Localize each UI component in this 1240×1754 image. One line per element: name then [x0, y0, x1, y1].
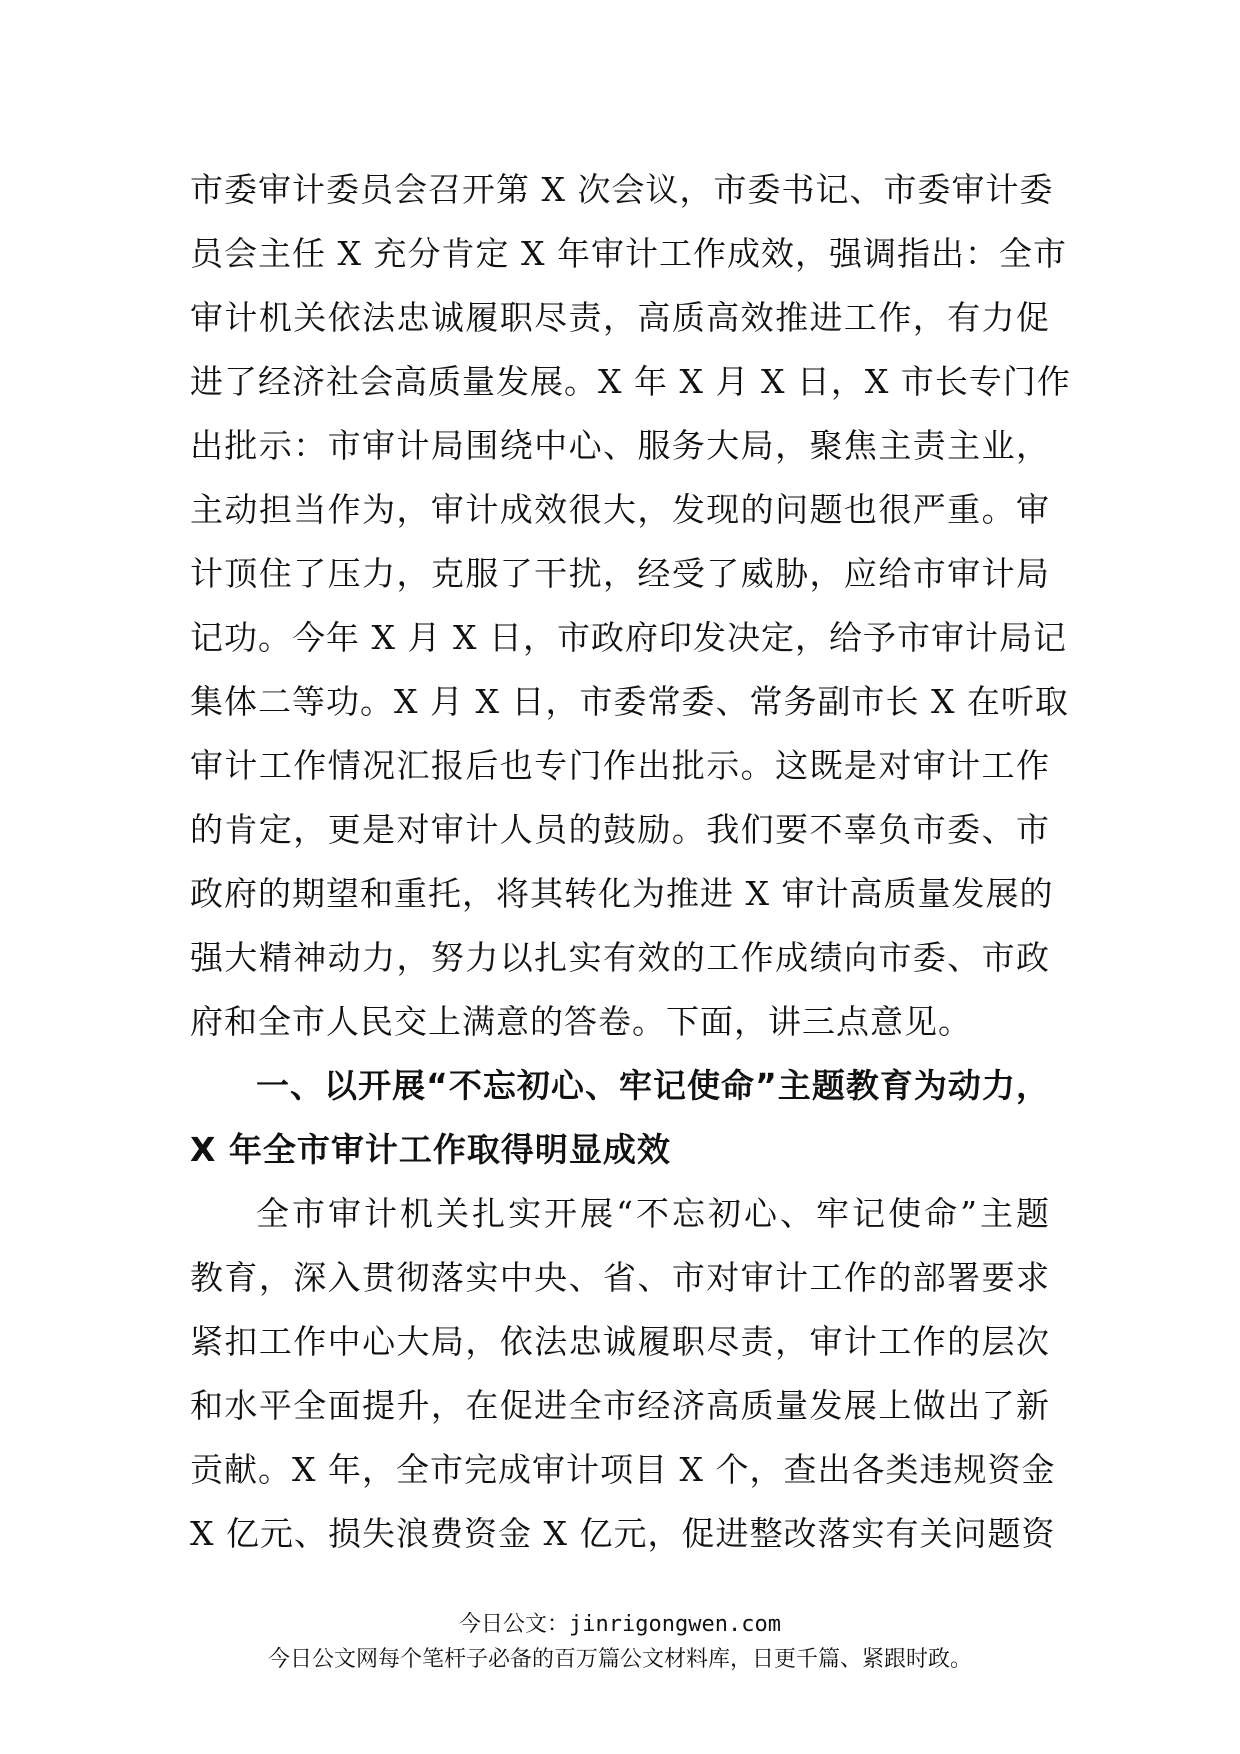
text-line: 贡献。X 年，全市完成审计项目 X 个，查出各类违规资金 [190, 1450, 1056, 1489]
text-line: 强大精神动力，努力以扎实有效的工作成绩向市委、市政 [190, 938, 1050, 977]
text-line: 审计工作情况汇报后也专门作出批示。这既是对审计工作 [190, 746, 1050, 785]
text-line: 市委审计委员会召开第 X 次会议，市委书记、市委审计委 [190, 170, 1054, 209]
paragraph-2 [190, 1182, 1056, 1566]
section-heading-1 [190, 1054, 1050, 1182]
text-line: 集体二等功。X 月 X 日，市委常委、常务副市长 X 在听取 [190, 682, 1069, 721]
text-line: 政府的期望和重托，将其转化为推进 X 审计高质量发展的 [190, 874, 1054, 913]
text-line: 教育，深入贯彻落实中央、省、市对审计工作的部署要求 [190, 1258, 1050, 1297]
text-line: 审计机关依法忠诚履职尽责，高质高效推进工作，有力促 [190, 298, 1050, 337]
text-line: 进了经济社会高质量发展。X 年 X 月 X 日，X 市长专门作 [190, 362, 1071, 401]
text-line: 计顶住了压力，克服了干扰，经受了威胁，应给市审计局 [190, 554, 1050, 593]
text-line: 和水平全面提升，在促进全市经济高质量发展上做出了新 [190, 1386, 1050, 1425]
paragraph-1 [190, 158, 1071, 1054]
page-footer [0, 1608, 1240, 1678]
text-line: 的肯定，更是对审计人员的鼓励。我们要不辜负市委、市 [190, 810, 1050, 849]
footer-site-label: 今日公文： [459, 1612, 570, 1637]
text-line: 员会主任 X 充分肯定 X 年审计工作成效，强调指出：全市 [190, 234, 1067, 273]
text-line: 记功。今年 X 月 X 日，市政府印发决定，给予市审计局记 [190, 618, 1067, 657]
heading-line: 一、以开展“不忘初心、牢记使命”主题教育为动力， [256, 1066, 1050, 1105]
footer-site [0, 1608, 1240, 1642]
heading-line: X 年全市审计工作取得明显成效 [190, 1130, 671, 1169]
document-body [190, 158, 1071, 1566]
text-line: 紧扣工作中心大局，依法忠诚履职尽责，审计工作的层次 [190, 1322, 1050, 1361]
text-line: X 亿元、损失浪费资金 X 亿元，促进整改落实有关问题资 [190, 1514, 1056, 1553]
footer-site-url[interactable]: jinrigongwen.com [569, 1612, 781, 1637]
text-line: 全市审计机关扎实开展“不忘初心、牢记使命”主题 [256, 1194, 1050, 1233]
text-line: 出批示：市审计局围绕中心、服务大局，聚焦主责主业， [190, 426, 1050, 465]
footer-slogan: 今日公文网每个笔杆子必备的百万篇公文材料库，日更千篇、紧跟时政。 [267, 1647, 972, 1672]
text-line: 主动担当作为，审计成效很大，发现的问题也很严重。审 [190, 490, 1050, 529]
text-line: 府和全市人民交上满意的答卷。下面，讲三点意见。 [190, 1002, 972, 1041]
